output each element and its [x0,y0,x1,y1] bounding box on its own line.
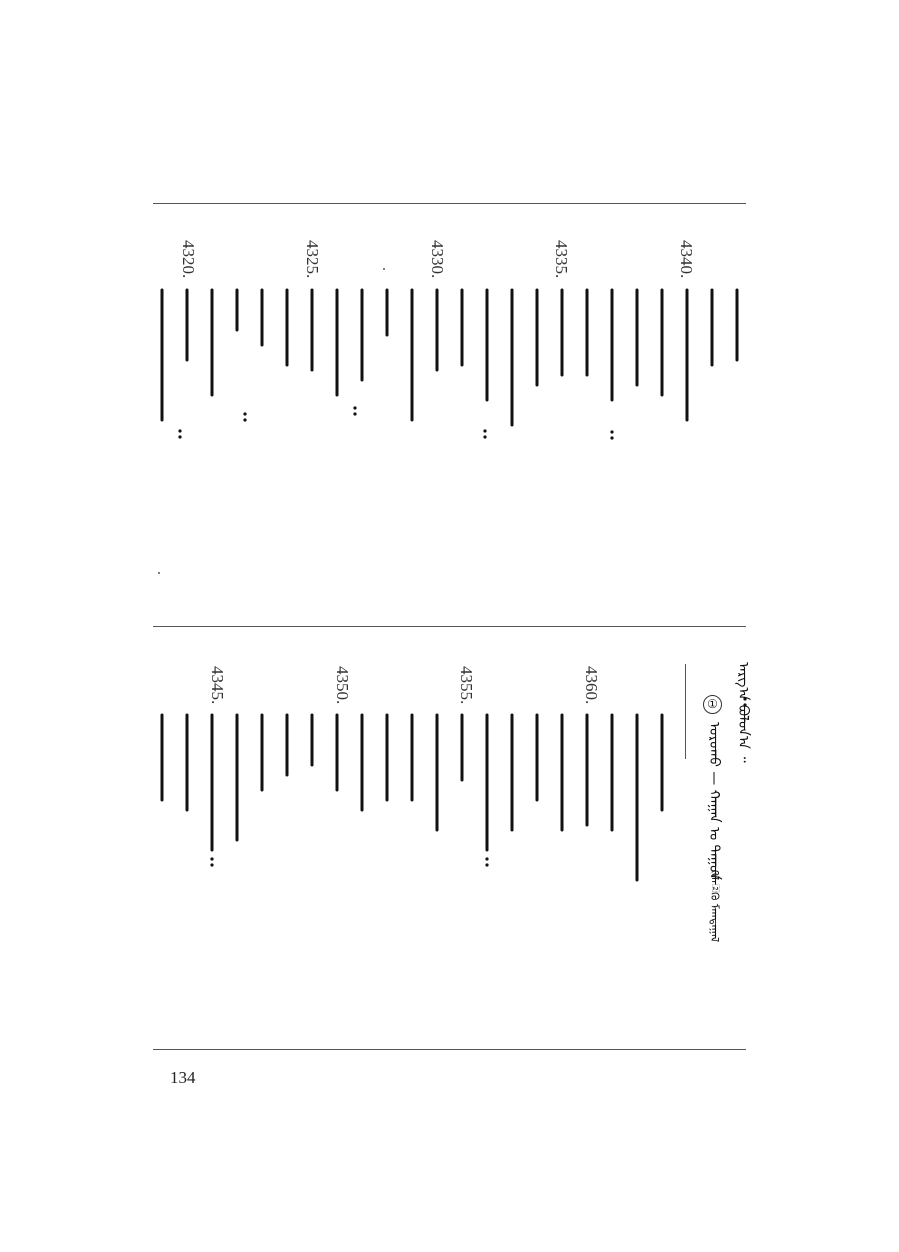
line-number: 4345. [208,666,227,705]
print-speck [158,572,160,574]
footnote-intro: ᠠᠷᠭ᠎ᠠ ᠪᠣᠯᠤᠨ᠎ᠠ ᠃ [735,662,751,763]
line-number: 4330. [428,240,447,279]
page-number: 134 [170,1068,196,1087]
footnote-marker: ① [703,695,722,714]
line-number: 4340. [677,240,696,279]
footnote-latin: ᠬᠡᠯᠡ᠌ᠬᠦ ᠮᠠᠭᠲᠠᠭᠠᠯ [708,870,721,943]
print-speck [383,268,385,270]
line-number: 4335. [552,240,571,279]
line-number: 4355. [457,666,476,705]
line-number: 4360. [582,666,601,705]
line-number: 4320. [179,240,198,279]
line-number: 4350. [333,666,352,705]
line-number: 4325. [303,240,322,279]
footnote-text: ᠣᠷᠣᠬᠤ — ᠬᠠᠭᠠᠨ ᠤ ᠳᠠᠭᠤᠨ [706,722,722,880]
footnote-rule [685,664,686,759]
